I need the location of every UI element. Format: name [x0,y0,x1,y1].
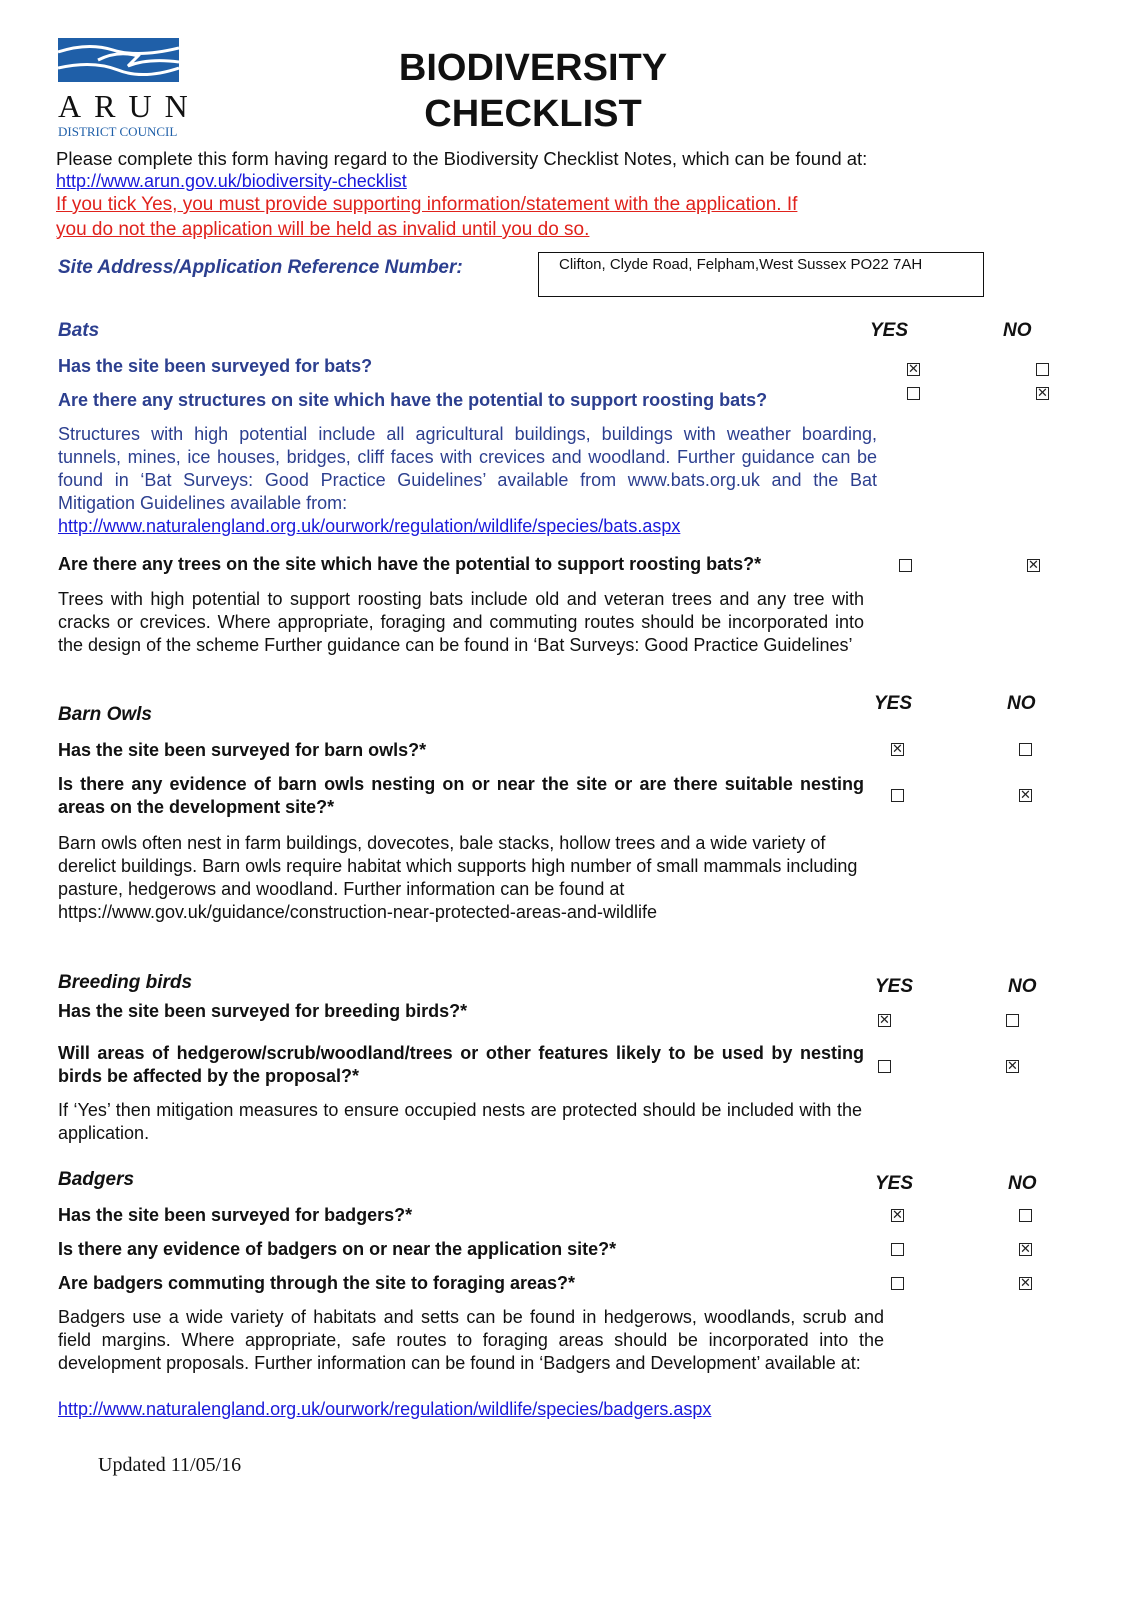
badgers-q1-yes-checkbox[interactable]: ✕ [892,1208,903,1223]
owls-note: Barn owls often nest in farm buildings, dovecotes, bale stacks, hollow trees and a wide variety of derelict buildings. Barn owls require habitat which supports high number of small mammals including pasture, hedgerows and woodland. Further information can be found at https://www.gov.uk/guidance/construction-near-protected-areas-and-wildlife [58,833,858,922]
birds-q1: Has the site been surveyed for breeding birds?* [58,1001,468,1021]
owls-q1-yes-checkbox[interactable]: ✕ [892,742,903,757]
badgers-q1: Has the site been surveyed for badgers?* [58,1205,413,1225]
badgers-q3-no-checkbox[interactable]: ✕ [1020,1276,1031,1291]
badgers-note: Badgers use a wide variety of habitats and setts can be found in hedgerows, woodlands, scrub and field margins. Where appropriate, safe routes to foraging areas should be incorporated into the development proposals. Further information can be found in ‘Badgers and Development’ available at: [58,1307,884,1373]
birds-note: If ‘Yes’ then mitigation measures to ensure occupied nests are protected should be included with the application. [58,1100,862,1143]
logo-name: ARUN [58,88,201,124]
badgers-yes-header: YES [875,1173,914,1194]
birds-q1-no-checkbox[interactable] [1006,1014,1019,1027]
badgers-q2: Is there any evidence of badgers on or near the application site?* [58,1239,617,1259]
warning-line1: If you tick Yes, you must provide supporting information/statement with the application. If [56,194,798,215]
badgers-q1-no-checkbox[interactable] [1019,1209,1032,1222]
bats-q3-yes-checkbox[interactable] [899,559,912,572]
bats-natural-england-link[interactable]: http://www.naturalengland.org.uk/ourwork/regulation/wildlife/species/bats.aspx [58,516,681,536]
bats-heading: Bats [58,320,100,341]
bats-q2-yes-checkbox[interactable] [907,387,920,400]
birds-heading: Breeding birds [58,972,193,993]
bats-no-header: NO [1003,320,1032,341]
bats-q2: Are there any structures on site which have the potential to support roosting bats? [58,390,768,410]
bats-structures-note: Structures with high potential include all agricultural buildings, buildings with weather boarding, tunnels, mines, ice houses, bridges, cliff faces with crevices and woodland. Further guidance can be found in ‘Bat Surveys: Good Practice Guidelines’ available from www.bats.org.uk and the Bat Mitigation Guidelines available from: [58,424,877,513]
site-address-label: Site Address/Application Reference Number: [58,257,463,278]
owls-yes-header: YES [874,693,913,714]
owls-q1: Has the site been surveyed for barn owls?* [58,740,427,760]
logo-waves-icon [58,38,179,82]
birds-q2-no-checkbox[interactable]: ✕ [1007,1059,1018,1074]
owls-q2-no-checkbox[interactable]: ✕ [1020,788,1031,803]
bats-q3-no-checkbox[interactable]: ✕ [1028,558,1039,573]
birds-no-header: NO [1008,976,1037,997]
warning-line2: you do not the application will be held as invalid until you do so. [56,219,590,240]
site-address-field[interactable]: Clifton, Clyde Road, Felpham,West Sussex PO22 7AH [538,252,984,297]
title-line1: BIODIVERSITY [398,47,668,89]
bats-q1-yes-checkbox[interactable]: ✕ [908,362,919,377]
title-line2: CHECKLIST [424,93,642,135]
badgers-q3: Are badgers commuting through the site to foraging areas?* [58,1273,576,1293]
badgers-no-header: NO [1008,1173,1037,1194]
intro-text: Please complete this form having regard to the Biodiversity Checklist Notes, which can be found at: [56,148,868,169]
badgers-q2-yes-checkbox[interactable] [891,1243,904,1256]
bats-q2-no-checkbox[interactable]: ✕ [1037,386,1048,401]
owls-no-header: NO [1007,693,1036,714]
badgers-natural-england-link[interactable]: http://www.naturalengland.org.uk/ourwork/regulation/wildlife/species/badgers.aspx [58,1399,712,1419]
logo-sub: DISTRICT COUNCIL [58,124,178,139]
birds-q2: Will areas of hedgerow/scrub/woodland/trees or other features likely to be used by nesting birds be affected by the proposal?* [58,1043,864,1086]
badgers-q3-yes-checkbox[interactable] [891,1277,904,1290]
owls-heading: Barn Owls [58,704,152,725]
bats-q1: Has the site been surveyed for bats? [58,356,373,376]
bats-q3: Are there any trees on the site which have the potential to support roosting bats?* [58,554,762,574]
owls-q2-yes-checkbox[interactable] [891,789,904,802]
owls-q1-no-checkbox[interactable] [1019,743,1032,756]
badgers-q2-no-checkbox[interactable]: ✕ [1020,1242,1031,1257]
bats-trees-note: Trees with high potential to support roosting bats include old and veteran trees and any tree with cracks or crevices. Where appropriate, foraging and commuting routes should be incorporated into the design of the scheme Further guidance can be found in ‘Bat Surveys: Good Practice Guidelines’ [58,589,864,655]
arun-logo [58,38,201,142]
birds-q1-yes-checkbox[interactable]: ✕ [879,1013,890,1028]
birds-q2-yes-checkbox[interactable] [878,1060,891,1073]
bats-q1-no-checkbox[interactable] [1036,363,1049,376]
bats-yes-header: YES [870,320,909,341]
updated-date: Updated 11/05/16 [98,1454,242,1476]
badgers-heading: Badgers [58,1169,135,1190]
owls-q2: Is there any evidence of barn owls nesting on or near the site or are there suitable nesting areas on the development site?* [58,774,864,817]
checklist-notes-link[interactable]: http://www.arun.gov.uk/biodiversity-checklist [56,171,407,191]
birds-yes-header: YES [875,976,914,997]
